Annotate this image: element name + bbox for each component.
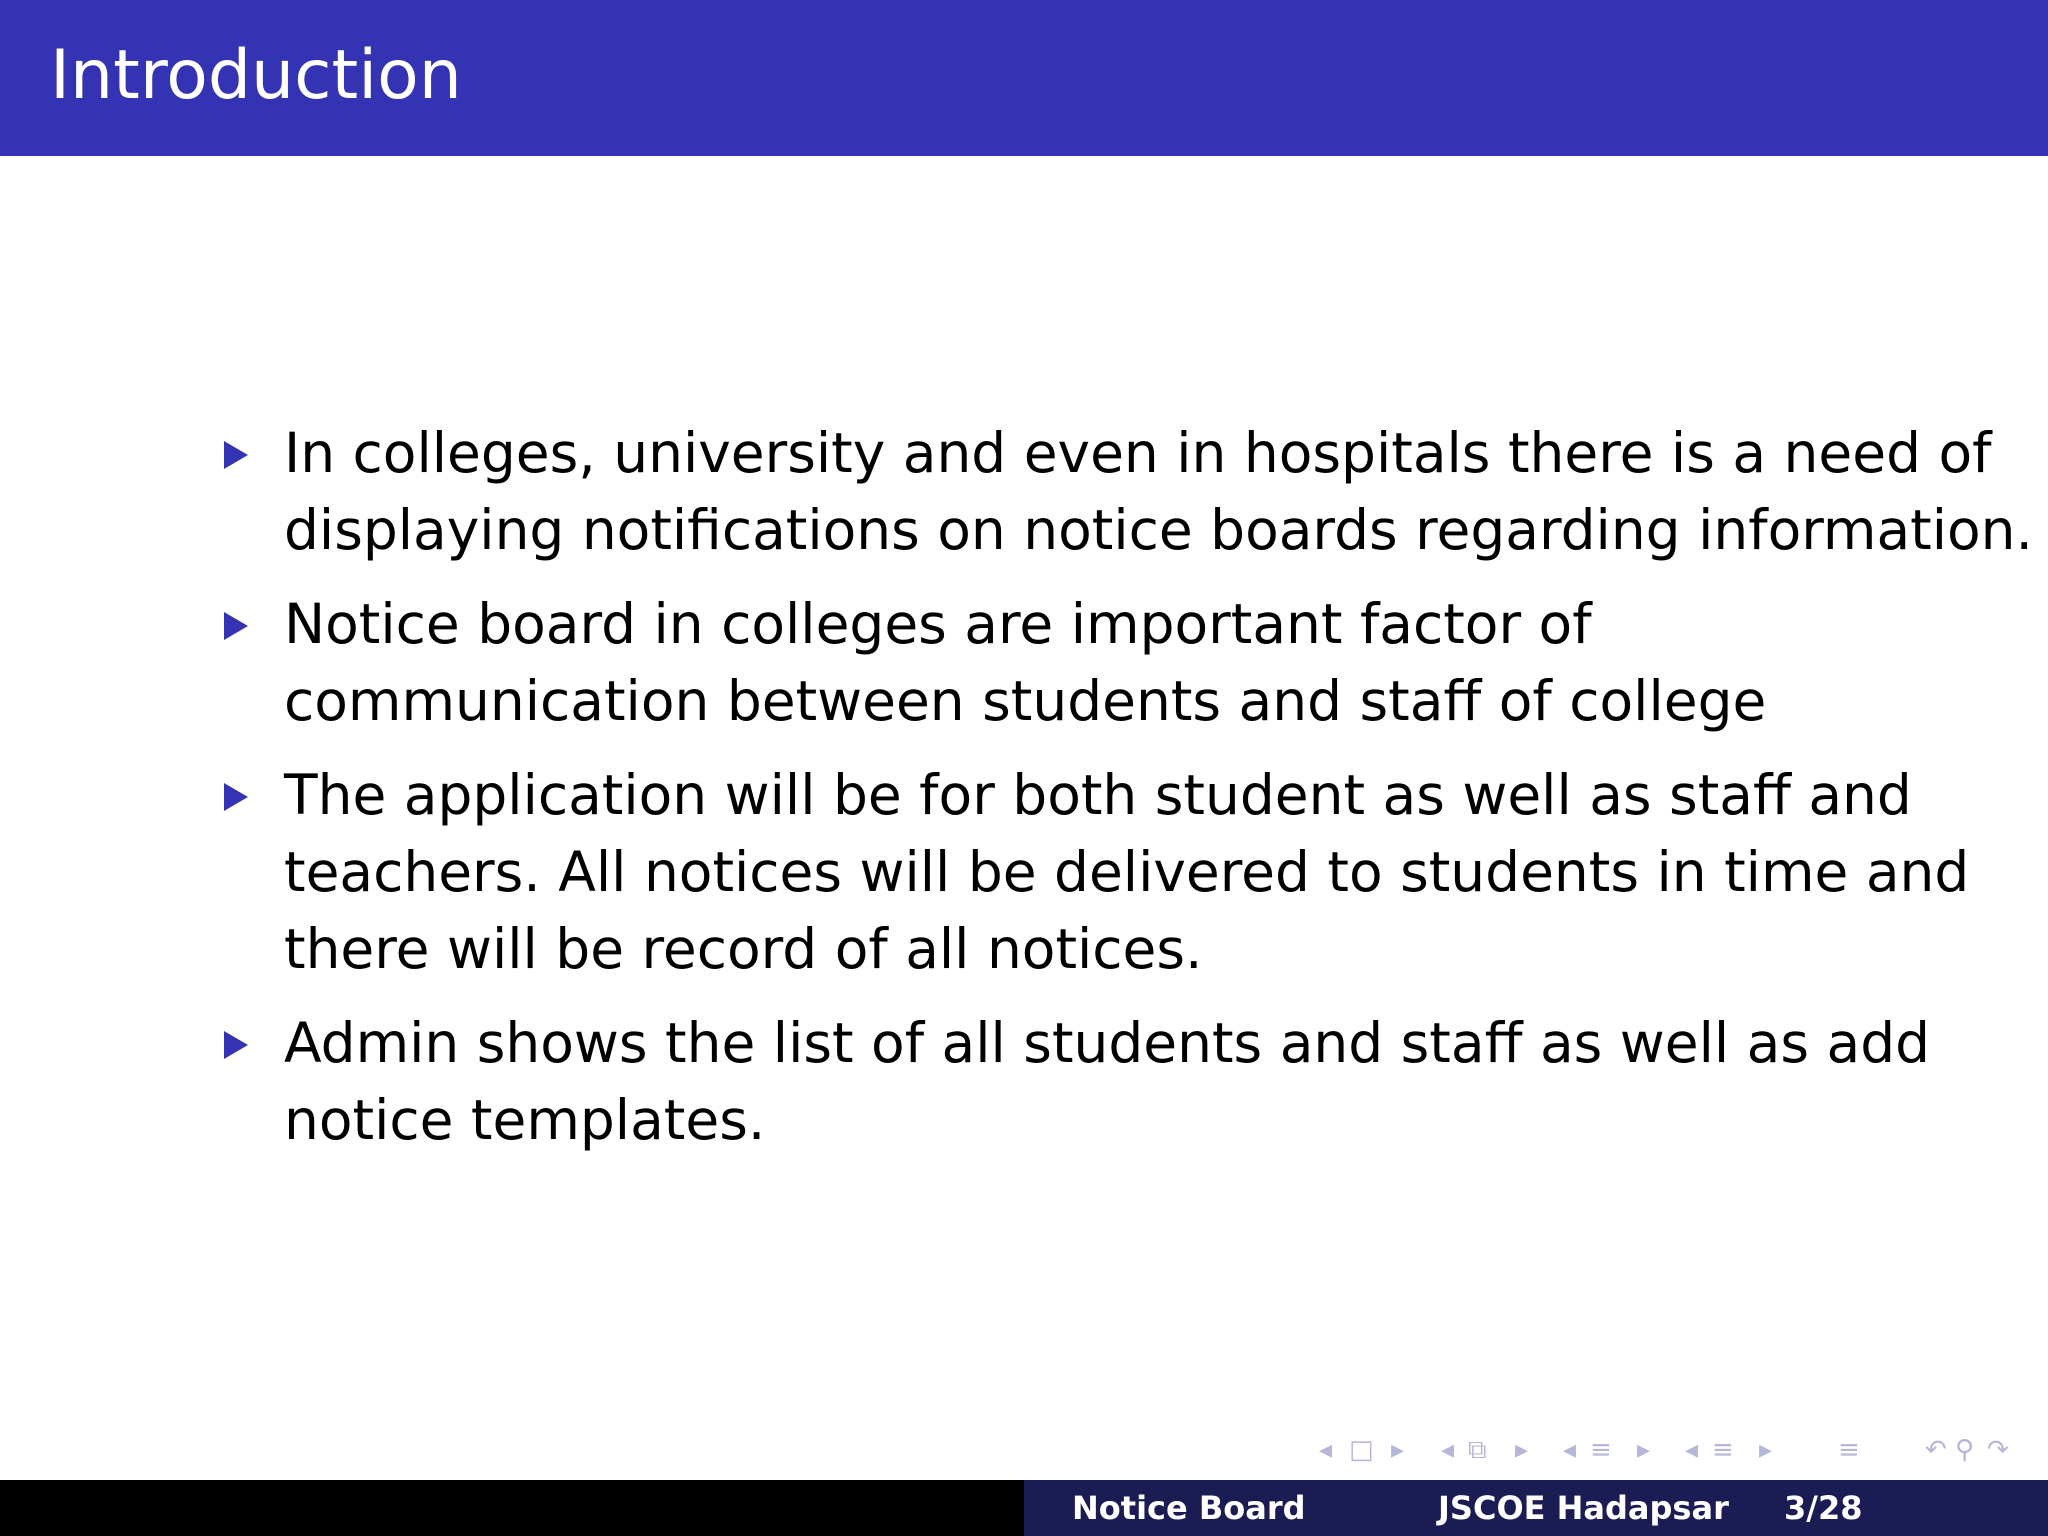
bullet-item <box>220 415 2033 569</box>
footer-bar <box>0 1480 2048 1536</box>
bullet-text-line: Admin shows the list of all students and staff as well as add <box>284 1011 1931 1075</box>
next-frame-icon[interactable]: ▸ <box>1391 1435 1405 1465</box>
search-icon[interactable]: ⚲ <box>1955 1435 1975 1465</box>
prev-section-icon[interactable]: ◂ <box>1563 1435 1577 1465</box>
list-icon[interactable]: ≡ <box>1712 1435 1734 1465</box>
footer-panel <box>1024 1480 2048 1536</box>
footer-page-number: 3/28 <box>1784 1489 1863 1527</box>
bullet-text-line: displaying notifications on notice boards regarding information. <box>284 498 2033 562</box>
bullet-item <box>220 757 1970 988</box>
bullet-text-line: communication between students and staff of college <box>284 669 1767 733</box>
triangle-bullet-icon <box>224 783 248 811</box>
subsection-icon[interactable]: ⧉ <box>1468 1435 1487 1465</box>
next-section-icon[interactable]: ▸ <box>1637 1435 1651 1465</box>
bullet-text-line: there will be record of all notices. <box>284 917 1203 981</box>
forward-icon[interactable]: ↷ <box>1987 1435 2009 1465</box>
bullet-list <box>220 415 2033 1176</box>
bullet-text-line: notice templates. <box>284 1088 766 1152</box>
section-icon[interactable]: ≡ <box>1590 1435 1612 1465</box>
title-bar <box>0 0 2048 156</box>
bullet-text-line: The application will be for both student as well as staff and <box>284 763 1912 827</box>
triangle-bullet-icon <box>224 441 248 469</box>
prev-frame-icon[interactable]: ◂ <box>1319 1435 1333 1465</box>
navigation-bar <box>1315 1430 2035 1470</box>
bullet-text-line: teachers. All notices will be delivered to students in time and <box>284 840 1970 904</box>
prev-list-icon[interactable]: ◂ <box>1685 1435 1699 1465</box>
prev-subsection-icon[interactable]: ◂ <box>1441 1435 1455 1465</box>
footer-short-title: Notice Board <box>1072 1489 1306 1527</box>
back-icon[interactable]: ↶ <box>1925 1435 1947 1465</box>
triangle-bullet-icon <box>224 1031 248 1059</box>
bullet-item <box>220 586 1940 740</box>
bullet-item <box>220 1005 1940 1159</box>
align-icon[interactable]: ≡ <box>1838 1435 1860 1465</box>
bullet-text-line: In colleges, university and even in hospitals there is a need of <box>284 421 1992 485</box>
frame-icon[interactable]: □ <box>1349 1435 1374 1465</box>
next-list-icon[interactable]: ▸ <box>1759 1435 1773 1465</box>
next-subsection-icon[interactable]: ▸ <box>1515 1435 1529 1465</box>
bullet-text-line: Notice board in colleges are important factor of <box>284 592 1592 656</box>
slide-title: Introduction <box>50 36 462 115</box>
footer-institute: JSCOE Hadapsar <box>1438 1489 1729 1527</box>
triangle-bullet-icon <box>224 612 248 640</box>
